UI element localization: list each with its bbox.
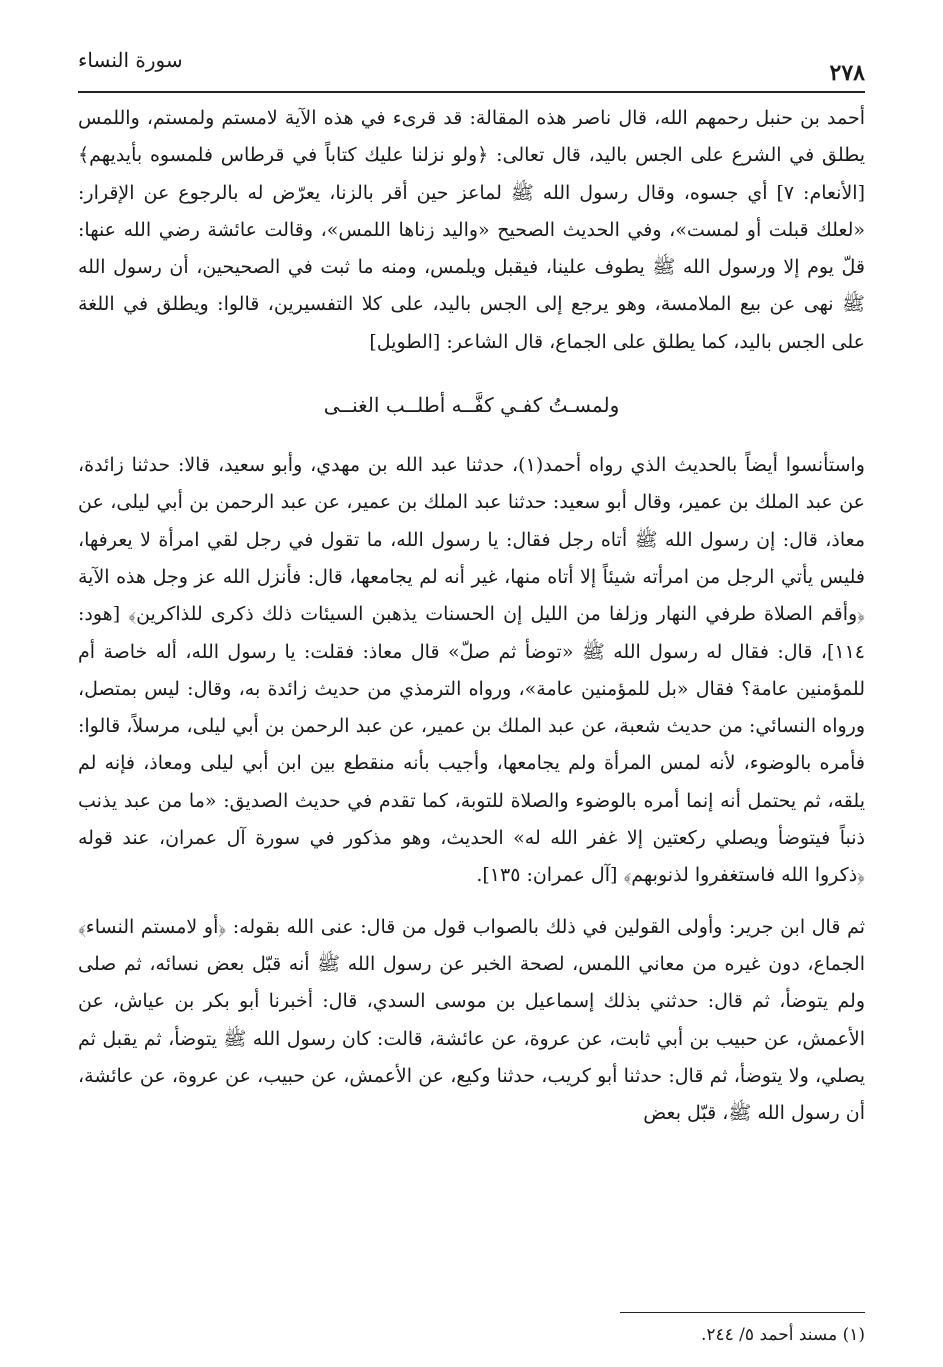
page-header [78,48,865,88]
page-number: ٢٧٨ [829,60,865,86]
poetry-verse: ولمسـتُ كفـي كفَّــه أطلــب الغنــى [323,393,620,418]
page [78,0,865,1367]
paragraph-3: ثم قال ابن جرير: وأولى القولين في ذلك بالصواب قول من قال: عنى الله بقوله: ﴿أو لامستم النساء﴾ الجماع، دون غيره من معاني اللمس، لصحة الخبر عن رسول الله ﷺ أنه قبّل بعض نسائه، ثم صلى ولم يتوضأ، ثم قال: حدثني بذلك إسماعيل بن موسى السدي، قال: أخبرنا أبو بكر بن عياش، عن الأعمش، عن حبيب بن أبي ثابت، عن عروة، عن عائشة، قالت: كان رسول الله ﷺ يتوضأ، ثم يقبل ثم يصلي، ولا يتوضأ، ثم قال: حدثنا أبو كريب، حدثنا وكيع، عن الأعمش، عن حبيب، عن عروة، عن عائشة، أن رسول الله ﷺ، قبّل بعض [78,915,865,1125]
footnote: (١) مسند أحمد ٥/ ٢٤٤. [700,1325,865,1345]
paragraph-gap [78,895,865,909]
header-rule [78,91,865,93]
body-text [78,100,865,1132]
paragraph-1: أحمد بن حنبل رحمهم الله، قال ناصر هذه المقالة: قد قرىء في هذه الآية لامستم ولمستم، واللمس يطلق في الشرع على الجس باليد، قال تعالى: ﴿ولو نزلنا عليك كتاباً في قرطاس فلمسوه بأيديهم﴾ [الأنعام: ٧] أي جسوه، وقال رسول الله ﷺ لماعز حين أقر بالزنا، يعرّض له بالرجوع عن الإقرار: «لعلك قبلت أو لمست»، وفي الحديث الصحيح «واليد زناها اللمس»، وقالت عائشة رضي الله عنها: قلّ يوم إلا ورسول الله ﷺ يطوف علينا، فيقبل ويلمس، ومنه ما ثبت في الصحيحين، أن رسول الله ﷺ نهى عن بيع الملامسة، وهو يرجع إلى الجس باليد، على كلا التفسيرين، قالوا: ويطلق في اللغة على الجس باليد، كما يطلق على الجماع، قال الشاعر: [الطويل] [78,107,865,353]
footnote-rule [620,1312,865,1313]
surah-title: سورة النساء [78,48,183,72]
paragraph-2: واستأنسوا أيضاً بالحديث الذي رواه أحمد(١)، حدثنا عبد الله بن مهدي، وأبو سعيد، قالا: حدثنا زائدة، عن عبد الملك بن عمير، وقال أبو سعيد: حدثنا عبد الملك بن عمير، عن عبد الرحمن بن أبي ليلى، عن معاذ، قال: إن رسول الله ﷺ أتاه رجل فقال: يا رسول الله، ما تقول في رجل لقي امرأة لا يعرفها، فليس يأتي الرجل من امرأته شيئاً إلا أتاه منها، غير أنه لم يجامعها، قال: فأنزل الله عز وجل هذه الآية ﴿وأقم الصلاة طرفي النهار وزلفا من الليل إن الحسنات يذهبن السيئات ذلك ذكرى للذاكرين﴾ [هود: ١١٤]، قال: فقال له رسول الله ﷺ «توضأ ثم صلّ» قال معاذ: فقلت: يا رسول الله، أله خاصة أم للمؤمنين عامة؟ فقال «بل للمؤمنين عامة»، ورواه الترمذي من حديث زائدة به، وقال: ليس بمتصل، ورواه النسائي: من حديث شعبة، عن عبد الملك بن عمير، عن عبد الرحمن بن أبي ليلى، مرسلاً، قالوا: فأمره بالوضوء، لأنه لمس المرأة ولم يجامعها، وأجيب بأنه منقطع بين ابن أبي ليلى ومعاذ، فإنه لم يلقه، ثم يحتمل أنه إنما أمره بالوضوء والصلاة للتوبة، كما تقدم في حديث الصديق: «ما من عبد يذنب ذنباً فيتوضأ ويصلي ركعتين إلا غفر الله له» الحديث، وهو مذكور في سورة آل عمران، عند قوله ﴿ذكروا الله فاستغفروا لذنوبهم﴾ [آل عمران: ١٣٥]. [78,454,865,887]
